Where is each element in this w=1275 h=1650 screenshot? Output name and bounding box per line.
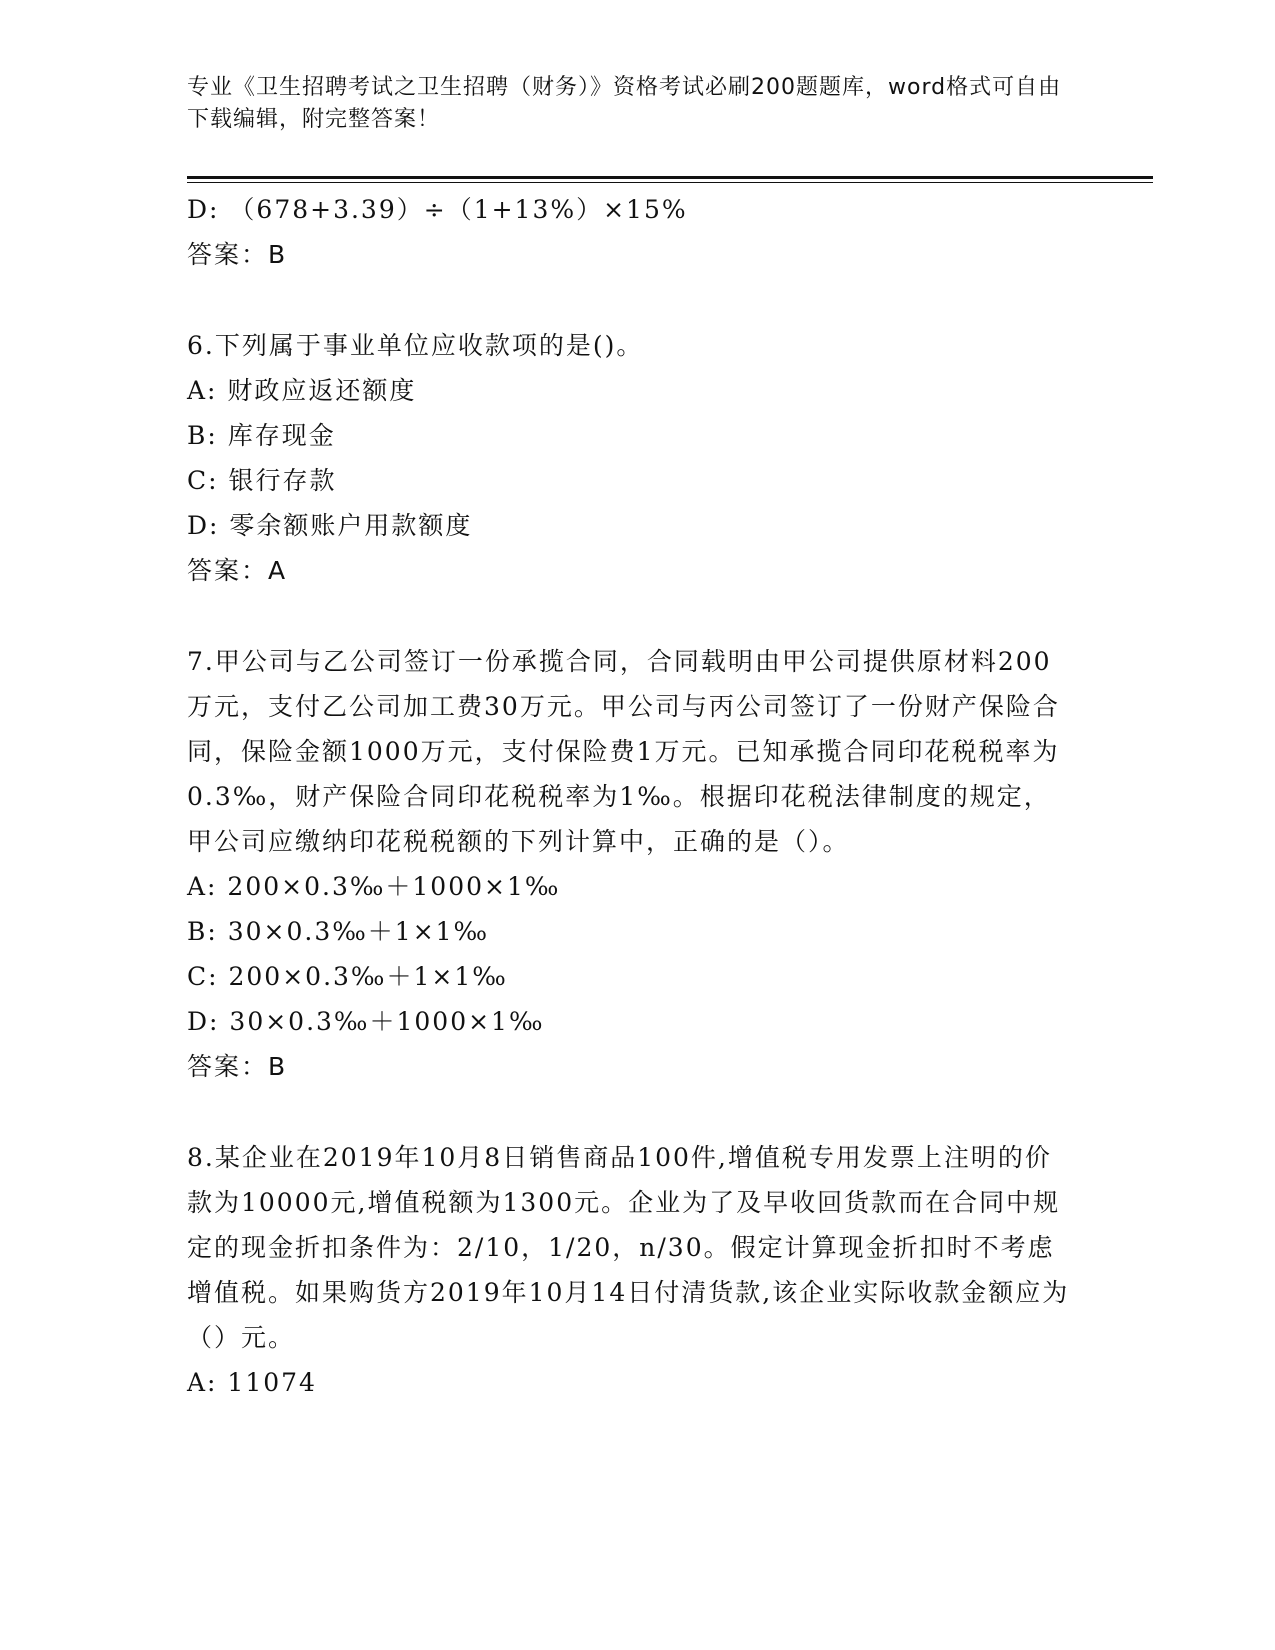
q7-option-c: C: 200×0.3‰＋1×1‰ bbox=[187, 962, 508, 991]
q6-option-d: D: 零余额账户用款额度 bbox=[187, 511, 473, 540]
q6-stem: 6.下列属于事业单位应收款项的是()。 bbox=[187, 331, 644, 360]
spacer bbox=[187, 277, 1077, 323]
q7-answer: 答案：B bbox=[187, 1052, 288, 1081]
q6-option-c: C: 银行存款 bbox=[187, 466, 337, 495]
q7-option-a: A: 200×0.3‰＋1000×1‰ bbox=[187, 872, 561, 901]
header-divider bbox=[187, 176, 1153, 179]
q8-option-a: A: 11074 bbox=[187, 1368, 317, 1397]
q6-option-a: A: 财政应返还额度 bbox=[187, 376, 417, 405]
q5-option-d: D: （678+3.39）÷（1+13%）×15% bbox=[187, 195, 688, 224]
spacer bbox=[187, 1089, 1077, 1135]
q6-option-b: B: 库存现金 bbox=[187, 421, 336, 450]
q5-answer: 答案：B bbox=[187, 240, 288, 269]
header-title: 专业《卫生招聘考试之卫生招聘（财务）》资格考试必刷200题题库，word格式可自由下载编辑，附完整答案！ bbox=[187, 75, 1062, 132]
spacer bbox=[187, 593, 1077, 639]
q6-answer: 答案：A bbox=[187, 556, 288, 585]
q7-option-b: B: 30×0.3‰＋1×1‰ bbox=[187, 917, 490, 946]
page-header bbox=[187, 72, 1067, 136]
q8-stem: 8.某企业在2019年10月8日销售商品100件,增值税专用发票上注明的价款为10000元,增值税额为1300元。企业为了及早收回货款而在合同中规定的现金折扣条件为：2/10，1/20，n/30。假定计算现金折扣时不考虑增值税。如果购货方2019年10月14日付清货款,该企业实际收款金额应为（）元。 bbox=[187, 1143, 1070, 1352]
question-content bbox=[187, 187, 1077, 1405]
q7-stem: 7.甲公司与乙公司签订一份承揽合同，合同载明由甲公司提供原材料200万元，支付乙公司加工费30万元。甲公司与丙公司签订了一份财产保险合同，保险金额1000万元，支付保险费1万元。已知承揽合同印花税税率为0.3‰，财产保险合同印花税税率为1‰。根据印花税法律制度的规定，甲公司应缴纳印花税税额的下列计算中，正确的是（）。 bbox=[187, 647, 1060, 856]
q7-option-d: D: 30×0.3‰＋1000×1‰ bbox=[187, 1007, 545, 1036]
